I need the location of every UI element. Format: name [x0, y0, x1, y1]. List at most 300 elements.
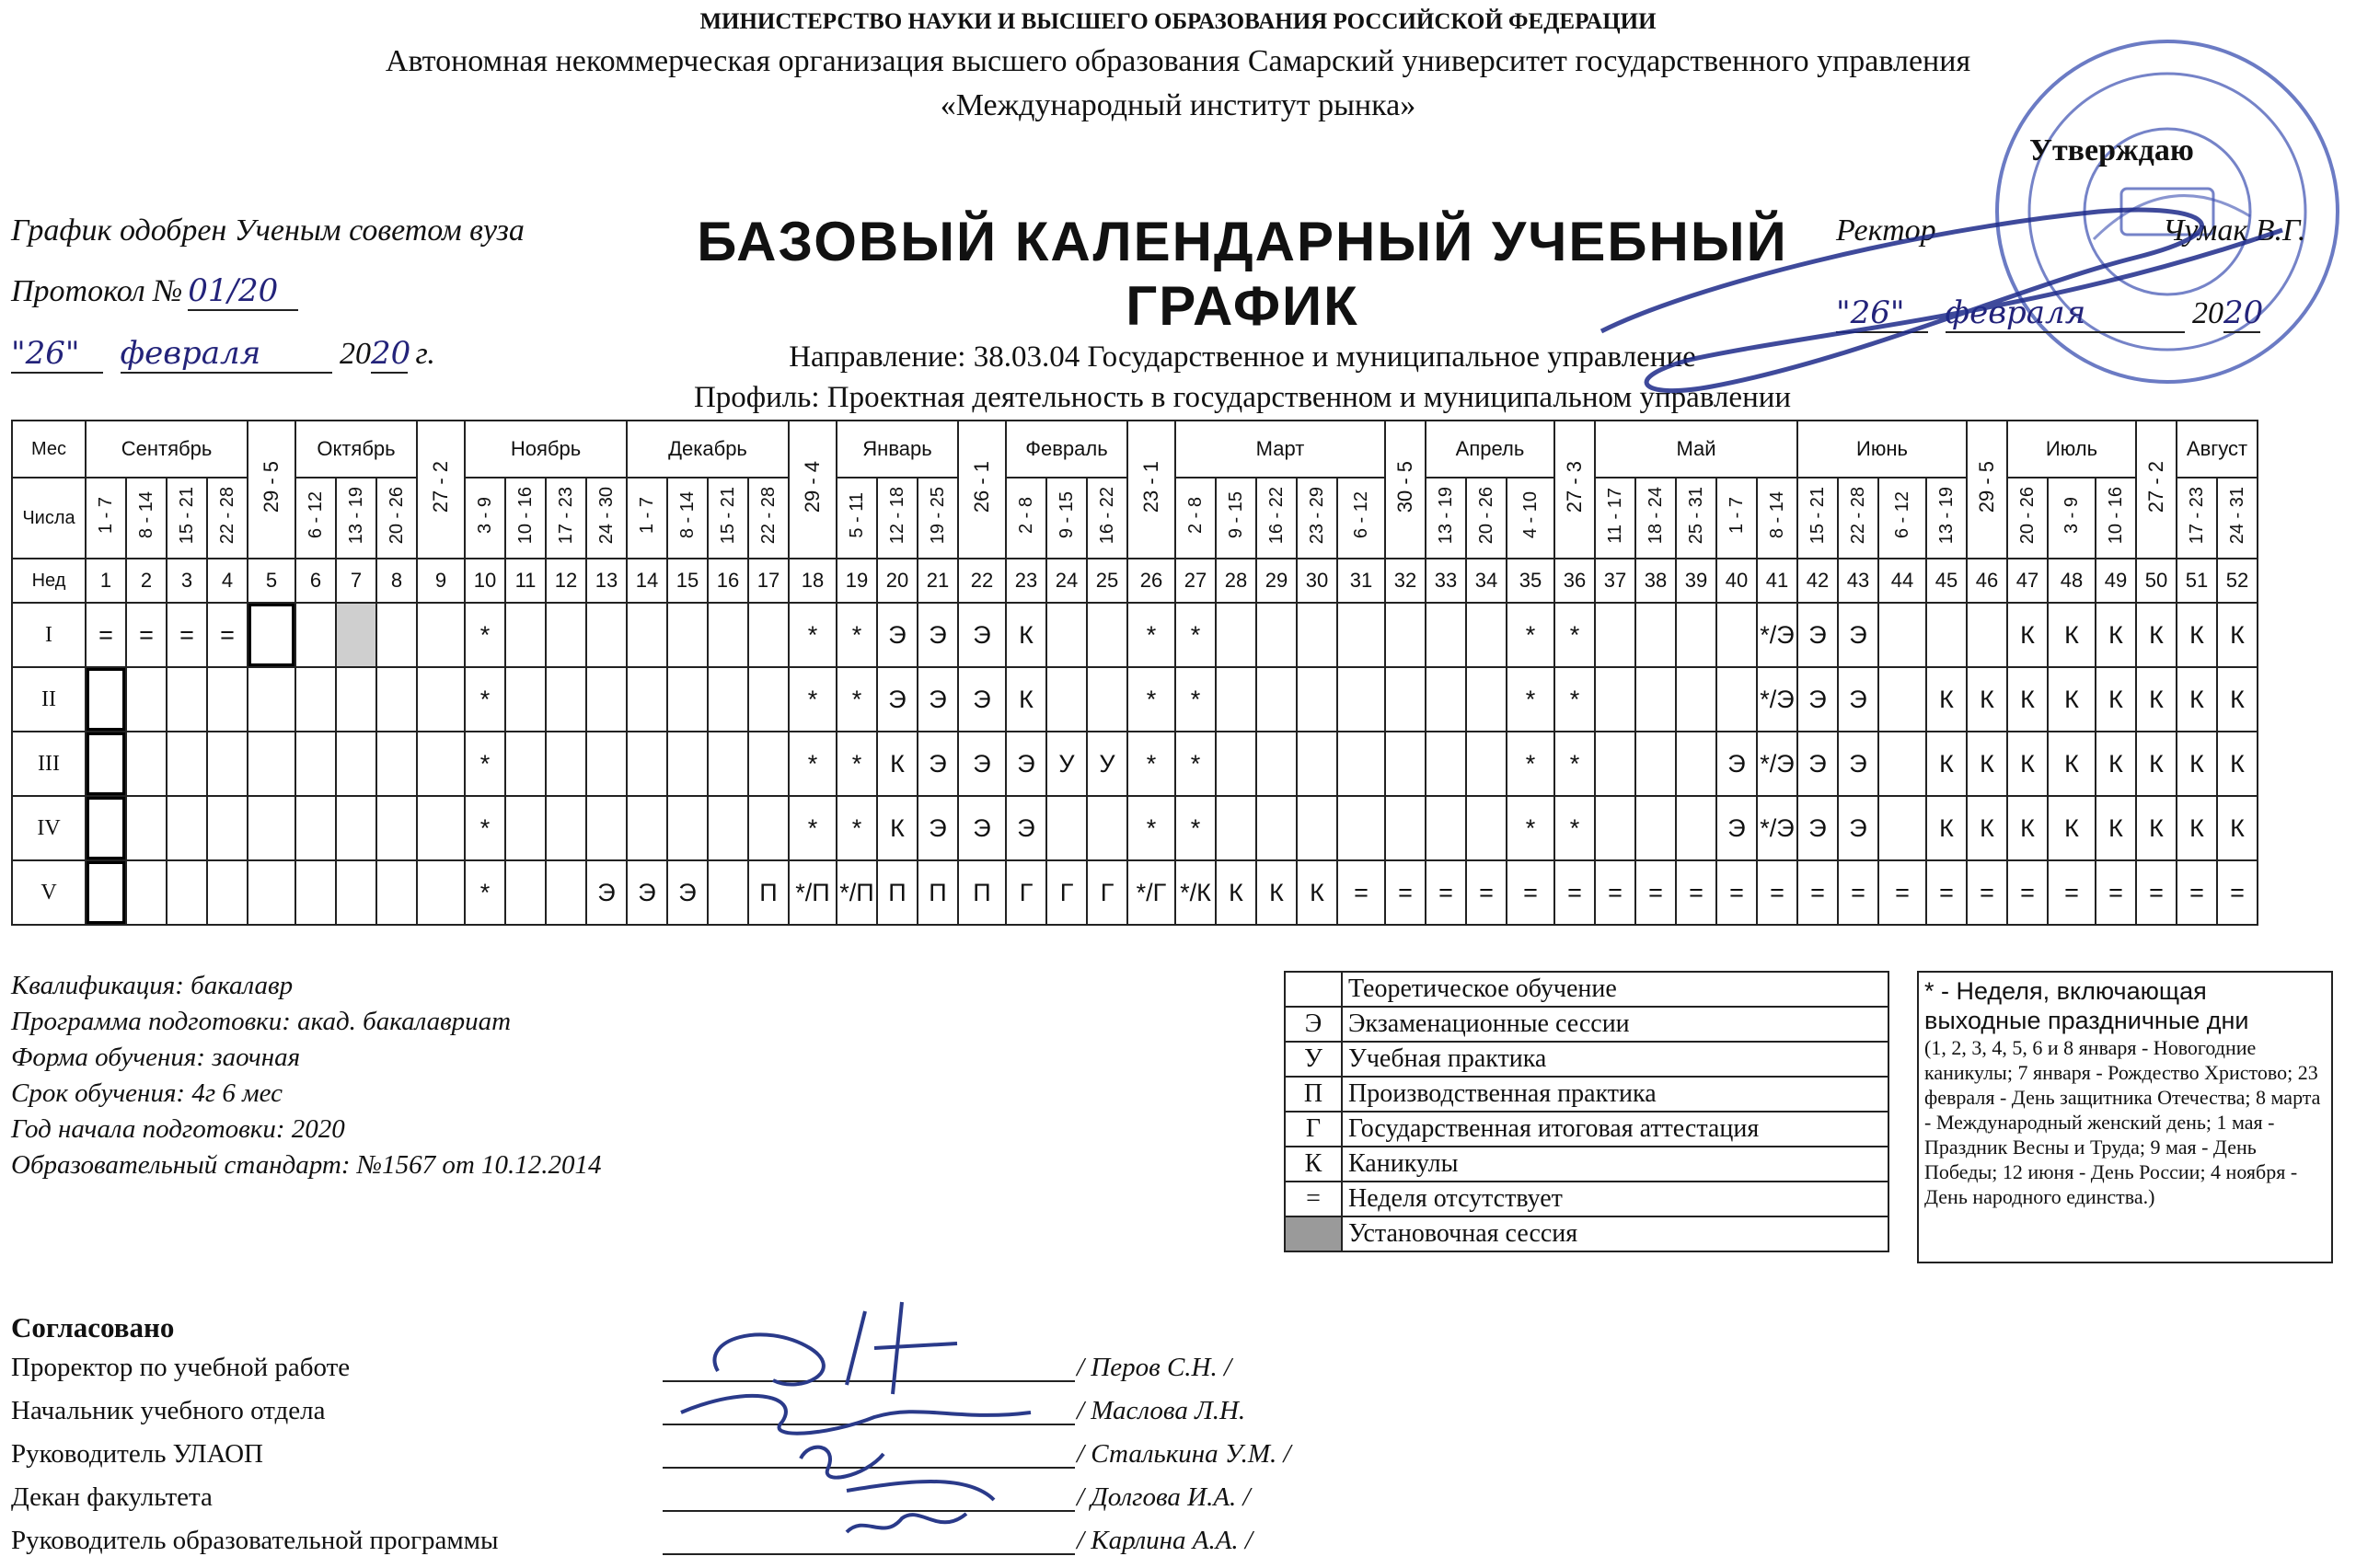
holidays-note-title: * - Неделя, включающая выходные праздничные дни [1924, 977, 2249, 1034]
date-range-cell [1507, 478, 1554, 559]
schedule-cell: К [2177, 732, 2217, 796]
schedule-cell [1046, 603, 1087, 667]
schedule-cell: * [789, 796, 837, 860]
week-number-cell: 52 [2217, 559, 2258, 603]
schedule-cell [1595, 732, 1635, 796]
legend-row [1285, 1042, 1888, 1077]
week-number-cell: 34 [1466, 559, 1507, 603]
schedule-cell: Э [1716, 732, 1757, 796]
signature-name: / Сталькина У.М. / [1077, 1439, 1291, 1469]
week-number-cell: 8 [376, 559, 417, 603]
schedule-cell [667, 732, 708, 796]
schedule-cell: * [1175, 667, 1216, 732]
institute-name: «Международный институт рынка» [940, 88, 1416, 122]
schedule-cell [207, 796, 248, 860]
schedule-cell: */П [837, 860, 877, 925]
ministry-title: МИНИСТЕРСТВО НАУКИ И ВЫСШЕГО ОБРАЗОВАНИЯ РОССИЙСКОЙ ФЕДЕРАЦИИ [699, 9, 1657, 34]
qualification-text: Квалификация: бакалавр [11, 971, 294, 1000]
schedule-cell [667, 796, 708, 860]
course-row [12, 796, 2258, 860]
schedule-cell: Э [1006, 796, 1046, 860]
schedule-cell [248, 732, 295, 796]
schedule-cell [1676, 732, 1716, 796]
agreed-title: Согласовано [11, 1311, 175, 1343]
schedule-cell [1466, 732, 1507, 796]
schedule-cell [1426, 732, 1466, 796]
date-range-cell [586, 478, 627, 559]
legend-symbol: Г [1285, 1112, 1342, 1147]
schedule-cell: Г [1087, 860, 1127, 925]
schedule-cell: = [1595, 860, 1635, 925]
month-cell: Март [1175, 421, 1385, 478]
week-number-cell: 6 [295, 559, 336, 603]
schedule-cell: = [2177, 860, 2217, 925]
week-number-cell: 49 [2096, 559, 2136, 603]
schedule-cell: Э [958, 603, 1006, 667]
week-number-cell: 43 [1838, 559, 1878, 603]
schedule-cell [1426, 603, 1466, 667]
schedule-cell: * [465, 732, 505, 796]
schedule-cell: * [1554, 732, 1595, 796]
date-range-label: 6 - 12 [1351, 491, 1371, 539]
schedule-cell [1385, 667, 1426, 732]
date-range-label: 15 - 21 [177, 486, 197, 545]
date-range-cell [1716, 478, 1757, 559]
schedule-cell [295, 603, 336, 667]
date-range-cell [1087, 478, 1127, 559]
date-range-label: 18 - 24 [1646, 486, 1666, 545]
schedule-cell [295, 667, 336, 732]
schedule-cell: К [1256, 860, 1297, 925]
schedule-cell: * [1554, 603, 1595, 667]
schedule-cell [667, 603, 708, 667]
month-cell: Июль [2007, 421, 2136, 478]
protocol-label: Протокол № [11, 274, 183, 308]
month-cell: Февраль [1006, 421, 1127, 478]
schedule-cell: К [2048, 667, 2096, 732]
month-header-row [12, 421, 2258, 478]
date-range-cell [1216, 478, 1256, 559]
transition-week-dates [417, 421, 465, 559]
legend-description: Производственная практика [1342, 1077, 1888, 1112]
schedule-cell: К [2177, 603, 2217, 667]
month-cell: Август [2177, 421, 2258, 478]
schedule-cell: К [2136, 603, 2177, 667]
protocol-line [11, 272, 298, 311]
course-label: V [12, 860, 86, 925]
schedule-cell: */Э [1757, 603, 1797, 667]
legend-row [1285, 1112, 1888, 1147]
date-range-label: 3 - 9 [475, 496, 495, 535]
date-range-label: 8 - 14 [136, 491, 156, 539]
week-number-cell: 7 [336, 559, 376, 603]
signature-role: Руководитель образовательной программы [11, 1526, 499, 1555]
schedule-cell [417, 860, 465, 925]
schedule-cell [708, 796, 748, 860]
direction-line: Направление: 38.03.04 Государственное и муниципальное управление [789, 340, 1696, 374]
signature-name: / Маслова Л.Н. [1077, 1396, 1246, 1425]
schedule-cell [748, 603, 789, 667]
date-range-cell [1426, 478, 1466, 559]
week-number-cell: 32 [1385, 559, 1426, 603]
transition-week-dates [789, 421, 837, 559]
approve-date-month: февраля [1945, 294, 2086, 331]
signature-name: / Карлина А.А. / [1077, 1526, 1253, 1555]
date-range-label: 13 - 19 [1936, 486, 1957, 545]
holidays-note-text: (1, 2, 3, 4, 5, 6 и 8 января - Новогодние каникулы; 7 января - Рождество Христово; 23 февраля - День защитника Отечества; 8 марта - Международный женский день; 1 мая - Праздник Весны и Труда; 9 мая - День Победы; 12 июня - День России; 4 ноября - День народного единства.) [1924, 1036, 2321, 1208]
schedule-cell [336, 796, 376, 860]
date-range-cell [1676, 478, 1716, 559]
week-number-cell: 51 [2177, 559, 2217, 603]
schedule-cell [1466, 796, 1507, 860]
schedule-cell: К [1967, 796, 2007, 860]
date-range-label: 2 - 8 [1185, 496, 1206, 535]
schedule-cell: К [1006, 667, 1046, 732]
date-range-cell [1256, 478, 1297, 559]
schedule-cell: = [126, 603, 167, 667]
week-number-cell: 12 [546, 559, 586, 603]
schedule-cell: * [1127, 796, 1175, 860]
schedule-cell: К [2007, 667, 2048, 732]
schedule-cell: * [1175, 732, 1216, 796]
schedule-cell: К [1216, 860, 1256, 925]
schedule-cell [1216, 796, 1256, 860]
transition-week-dates [1127, 421, 1175, 559]
course-label: III [12, 732, 86, 796]
week-number-cell: 44 [1878, 559, 1926, 603]
schedule-cell: У [1087, 732, 1127, 796]
legend-description: Каникулы [1342, 1147, 1888, 1182]
date-range-cell [546, 478, 586, 559]
schedule-cell: У [1046, 732, 1087, 796]
week-number-cell: 18 [789, 559, 837, 603]
date-range-label: 24 - 30 [596, 486, 617, 545]
date-range-label: 22 - 28 [758, 486, 779, 545]
schedule-cell: = [1385, 860, 1426, 925]
holidays-note [1917, 971, 2333, 1263]
date-range-label: 16 - 22 [1266, 486, 1287, 545]
date-range-cell [627, 478, 667, 559]
schedule-cell: К [2007, 603, 2048, 667]
schedule-cell [1426, 667, 1466, 732]
schedule-cell: * [1127, 603, 1175, 667]
council-approval-text: График одобрен Ученым советом вуза [11, 213, 525, 248]
week-number-cell: 35 [1507, 559, 1554, 603]
schedule-cell: Э [958, 796, 1006, 860]
schedule-cell: = [1926, 860, 1967, 925]
week-number-cell: 3 [167, 559, 207, 603]
date-range-cell [667, 478, 708, 559]
schedule-cell: * [1127, 732, 1175, 796]
date-range-cell [1466, 478, 1507, 559]
schedule-cell: */Г [1127, 860, 1175, 925]
date-range-label: 10 - 16 [2106, 486, 2126, 545]
date-range-label: 17 - 23 [556, 486, 576, 545]
date-range-label: 6 - 12 [306, 491, 326, 539]
date-range-label: 27 - 3 [1563, 460, 1586, 513]
schedule-cell: К [2048, 796, 2096, 860]
schedule-cell: Э [1838, 603, 1878, 667]
rector-signature [1583, 175, 2319, 414]
transition-week-dates [958, 421, 1006, 559]
schedule-cell [627, 667, 667, 732]
schedule-cell [1297, 796, 1337, 860]
schedule-cell [126, 796, 167, 860]
schedule-cell [295, 732, 336, 796]
handwritten-signatures [663, 1284, 1086, 1560]
date-range-label: 16 - 22 [1097, 486, 1117, 545]
date-range-cell [167, 478, 207, 559]
schedule-cell [1878, 603, 1926, 667]
week-number-cell: 17 [748, 559, 789, 603]
week-number-cell: 22 [958, 559, 1006, 603]
rector-label: Ректор [1836, 213, 1936, 248]
schedule-cell: К [2096, 667, 2136, 732]
schedule-cell: * [465, 796, 505, 860]
date-range-cell [1878, 478, 1926, 559]
week-number-cell: 42 [1797, 559, 1838, 603]
legend-symbol [1285, 972, 1342, 1007]
schedule-cell: Э [918, 603, 958, 667]
schedule-cell [546, 603, 586, 667]
schedule-cell [1595, 796, 1635, 860]
schedule-cell: Э [1797, 667, 1838, 732]
week-number-cell: 33 [1426, 559, 1466, 603]
schedule-cell [708, 603, 748, 667]
schedule-cell: Г [1046, 860, 1087, 925]
date-range-label: 5 - 11 [847, 492, 867, 538]
schedule-cell [1256, 732, 1297, 796]
schedule-cell: = [2136, 860, 2177, 925]
schedule-cell [376, 860, 417, 925]
week-number-cell: 9 [417, 559, 465, 603]
schedule-cell: Э [1838, 667, 1878, 732]
schedule-cell: К [1967, 667, 2007, 732]
week-number-cell: 40 [1716, 559, 1757, 603]
date-range-label: 29 - 4 [801, 460, 824, 513]
week-number-cell: 20 [877, 559, 918, 603]
schedule-cell: = [1426, 860, 1466, 925]
schedule-cell: П [918, 860, 958, 925]
schedule-cell [207, 732, 248, 796]
transition-week-dates [1385, 421, 1426, 559]
schedule-cell: Э [1797, 796, 1838, 860]
date-range-label: 3 - 9 [2062, 496, 2082, 535]
program-text: Программа подготовки: акад. бакалавриат [11, 1007, 512, 1036]
date-range-cell [1797, 478, 1838, 559]
schedule-cell [376, 732, 417, 796]
week-number-cell: 50 [2136, 559, 2177, 603]
schedule-cell: = [1466, 860, 1507, 925]
date-range-cell [86, 478, 126, 559]
schedule-cell [1878, 732, 1926, 796]
week-number-cell: 29 [1256, 559, 1297, 603]
month-cell: Январь [837, 421, 958, 478]
schedule-cell: = [2217, 860, 2258, 925]
schedule-cell [1635, 732, 1676, 796]
legend-description: Неделя отсутствует [1342, 1182, 1888, 1216]
date-range-label: 23 - 1 [1139, 460, 1162, 513]
schedule-cell [505, 796, 546, 860]
transition-week-dates [2136, 421, 2177, 559]
schedule-cell: = [2048, 860, 2096, 925]
schedule-cell [1635, 796, 1676, 860]
date-range-label: 8 - 14 [677, 491, 698, 539]
schedule-cell [627, 796, 667, 860]
schedule-cell: Э [1797, 732, 1838, 796]
schedule-cell [126, 732, 167, 796]
schedule-cell [748, 667, 789, 732]
schedule-cell: К [2007, 732, 2048, 796]
schedule-cell: Э [627, 860, 667, 925]
schedule-cell: * [465, 667, 505, 732]
week-number-cell: 4 [207, 559, 248, 603]
week-number-cell: 30 [1297, 559, 1337, 603]
council-date-year-suffix: 20 [371, 335, 411, 372]
schedule-cell: К [2048, 732, 2096, 796]
transition-week-dates [1554, 421, 1595, 559]
schedule-cell [546, 796, 586, 860]
schedule-cell [1337, 796, 1385, 860]
date-range-label: 6 - 12 [1892, 491, 1912, 539]
schedule-cell [1297, 603, 1337, 667]
schedule-cell [207, 667, 248, 732]
date-range-label: 4 - 10 [1520, 491, 1541, 539]
month-cell: Октябрь [295, 421, 417, 478]
schedule-cell: = [1676, 860, 1716, 925]
schedule-cell: К [2096, 732, 2136, 796]
schedule-cell [1385, 796, 1426, 860]
date-range-label: 22 - 28 [217, 486, 237, 545]
schedule-cell [126, 667, 167, 732]
legend-symbol: У [1285, 1042, 1342, 1077]
schedule-cell [1385, 732, 1426, 796]
date-range-label: 10 - 16 [515, 486, 536, 545]
schedule-cell: Э [1838, 732, 1878, 796]
schedule-cell [248, 667, 295, 732]
council-date-year-prefix: 20 [340, 337, 371, 371]
date-range-label: 27 - 2 [429, 460, 452, 513]
schedule-cell [167, 796, 207, 860]
schedule-cell [748, 732, 789, 796]
signature-role: Руководитель УЛАОП [11, 1439, 263, 1469]
date-range-cell [918, 478, 958, 559]
signature-role: Декан факультета [11, 1482, 213, 1512]
duration-text: Срок обучения: 4г 6 мес [11, 1078, 283, 1108]
schedule-cell: * [1507, 603, 1554, 667]
schedule-cell [586, 732, 627, 796]
schedule-cell: */Э [1757, 667, 1797, 732]
date-range-label: 15 - 21 [718, 486, 738, 545]
week-number-cell: 39 [1676, 559, 1716, 603]
course-row [12, 667, 2258, 732]
date-range-label: 9 - 15 [1226, 491, 1246, 539]
week-number-row [12, 559, 2258, 603]
month-cell: Ноябрь [465, 421, 627, 478]
schedule-cell [1087, 603, 1127, 667]
council-date-line [11, 335, 435, 374]
date-range-cell [2007, 478, 2048, 559]
schedule-cell [1216, 603, 1256, 667]
schedule-cell [1297, 667, 1337, 732]
schedule-cell: Э [918, 667, 958, 732]
schedule-cell [708, 732, 748, 796]
date-range-cell [1337, 478, 1385, 559]
schedule-cell [248, 603, 295, 667]
date-range-label: 8 - 14 [1767, 491, 1787, 539]
date-range-cell [1838, 478, 1878, 559]
schedule-cell [1676, 667, 1716, 732]
date-range-cell [1926, 478, 1967, 559]
legend-symbol: Э [1285, 1007, 1342, 1042]
schedule-cell [708, 860, 748, 925]
schedule-cell: = [1967, 860, 2007, 925]
schedule-cell: = [1337, 860, 1385, 925]
schedule-cell: К [877, 732, 918, 796]
schedule-cell: К [2096, 796, 2136, 860]
schedule-cell [1087, 667, 1127, 732]
schedule-cell [1297, 732, 1337, 796]
schedule-cell: К [2136, 732, 2177, 796]
signature-role: Начальник учебного отдела [11, 1396, 326, 1425]
start-year-text: Год начала подготовки: 2020 [11, 1114, 345, 1144]
course-row [12, 732, 2258, 796]
schedule-cell [248, 796, 295, 860]
week-number-cell: 45 [1926, 559, 1967, 603]
date-range-cell [1635, 478, 1676, 559]
date-range-cell [748, 478, 789, 559]
schedule-cell: П [958, 860, 1006, 925]
schedule-cell: */Э [1757, 732, 1797, 796]
schedule-cell: */П [789, 860, 837, 925]
date-range-cell [465, 478, 505, 559]
date-range-cell [1046, 478, 1087, 559]
schedule-cell: * [789, 732, 837, 796]
schedule-cell: * [837, 796, 877, 860]
legend-description: Теоретическое обучение [1342, 972, 1888, 1007]
approve-date-year-prefix: 20 [2192, 296, 2223, 330]
schedule-cell [1635, 603, 1676, 667]
schedule-cell [86, 796, 126, 860]
schedule-cell [336, 667, 376, 732]
schedule-cell [1087, 796, 1127, 860]
schedule-cell [336, 732, 376, 796]
schedule-cell [586, 796, 627, 860]
schedule-cell: = [1716, 860, 1757, 925]
schedule-cell [1878, 796, 1926, 860]
schedule-cell [667, 667, 708, 732]
schedule-cell: К [2007, 796, 2048, 860]
date-range-label: 9 - 15 [1057, 491, 1077, 539]
legend-table [1284, 971, 1889, 1252]
dates-label: Числа [12, 478, 86, 559]
schedule-cell [1046, 796, 1087, 860]
date-range-label: 1 - 7 [637, 496, 657, 535]
week-number-cell: 2 [126, 559, 167, 603]
schedule-cell: К [2177, 667, 2217, 732]
transition-week-dates [1967, 421, 2007, 559]
legend-description: Государственная итоговая аттестация [1342, 1112, 1888, 1147]
legend-row [1285, 1216, 1888, 1251]
schedule-cell [1337, 667, 1385, 732]
schedule-cell [1337, 732, 1385, 796]
month-cell: Декабрь [627, 421, 789, 478]
signature-role: Проректор по учебной работе [11, 1353, 351, 1382]
schedule-cell: * [465, 860, 505, 925]
schedule-cell: Э [918, 796, 958, 860]
week-label: Нед [12, 559, 86, 603]
legend-description: Учебная практика [1342, 1042, 1888, 1077]
